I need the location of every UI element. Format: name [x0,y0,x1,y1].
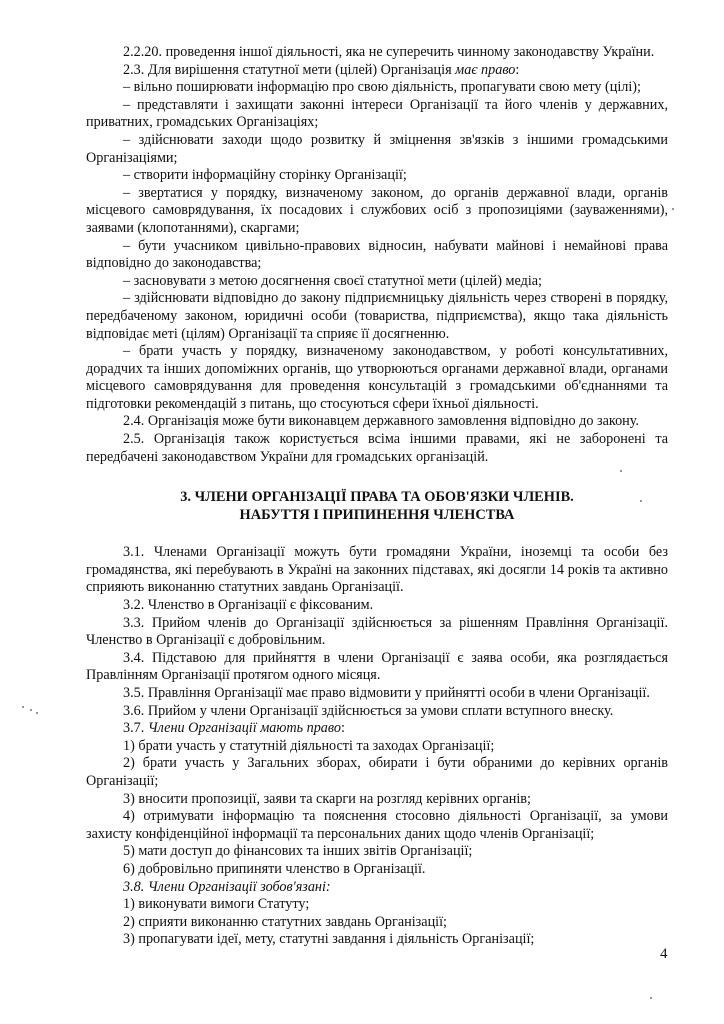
section-2-rights [86,44,668,466]
heading-line-2: НАБУТТЯ І ПРИПИНЕННЯ ЧЛЕНСТВА [239,507,515,524]
paragraph-text: 3.7. [123,720,148,737]
paragraph [86,79,668,97]
scan-speck [620,470,622,472]
paragraph [86,808,668,843]
paragraph-tail-text: : [340,720,345,737]
paragraph-text: 2.5. Організація також користується всіма іншими правами, які не заборонені та передбачені законодавством України для громадських організацій. [86,431,668,465]
page-number: 4 [660,946,668,962]
paragraph-text: 1) брати участь у статутній діяльності та заходах Організації; [123,737,495,754]
paragraph [86,597,668,615]
paragraph [86,343,668,413]
paragraph [86,843,668,861]
paragraph-text: 2) брати участь у Загальних зборах, обирати і бути обраними до керівних органів Організації; [86,755,668,789]
paragraph-text: 4) отримувати інформацію та пояснення стосовно діяльності Організації, за умови захисту конфіденційної інформації та персональних даних щодо членів Організації; [86,808,668,842]
paragraph-italic-text: 3.8. Члени Організації зобов'язані: [123,878,331,895]
paragraph [86,185,668,238]
paragraph-text: – бути учасником цивільно-правових відносин, набувати майнові і немайнові права відповідно до законодавства; [86,237,668,272]
paragraph-text: – здійснювати відповідно до закону підприємницьку діяльність через створені в порядку, передбаченому законом, юридичні особи (товариства, підприємства), якщо така діяльність відповідає меті (цілям) Організації та сприяє її досягненню. [86,290,668,342]
paragraph-text: 6) добровільно припиняти членство в Організації. [123,860,426,877]
paragraph-text: – брати участь у порядку, визначеному законодавством, у роботі консультативних, дорадчих та інших допоміжних органів, що утворюються органами державної влади, органами місцевого самоврядування для проведення консультацій з громадськими об'єднаннями та підготовки рекомендацій з питань, що стосуються сфери їхньої діяльності. [86,343,668,412]
paragraph-text: – вільно поширювати інформацію про свою діяльність, пропагувати свою мету (цілі); [123,79,641,96]
paragraph [86,132,668,167]
section-3-heading [86,488,668,524]
paragraph [86,703,668,721]
paragraph [86,791,668,809]
paragraph-text: – створити інформаційну сторінку Організації; [123,167,407,184]
paragraph-text: – представляти і захищати законні інтереси Організації та його членів у державних, приватних, громадських Організаціях; [86,96,668,131]
paragraph [86,931,668,949]
paragraph-text: 3) вносити пропозиції, заяви та скарги на розгляд керівних органів; [123,790,531,807]
paragraph [86,755,668,790]
paragraph-text: 3.6. Прийом у члени Організації здійснюється за умови сплати вступного внеску. [123,702,614,719]
paragraph [86,544,668,597]
paragraph [86,685,668,703]
paragraph-text: 3.2. Членство в Організації є фіксованим. [123,597,374,614]
paragraph [86,615,668,650]
paragraph [86,650,668,685]
paragraph-italic-text: має право [455,61,516,78]
paragraph [86,167,668,185]
paragraph-text: – звертатися у порядку, визначеному законом, до органів державної влади, органів місцевого самоврядування, їх посадових і службових осіб з пропозиціями (зауваженнями), заявами (клопотаннями), скаргами; [86,184,668,236]
scan-speck [36,712,38,714]
paragraph [86,914,668,932]
paragraph-text: 3) пропагувати ідеї, мету, статутні завдання і діяльність Організації; [123,931,535,948]
paragraph-text: – здійснювати заходи щодо розвитку й зміцнення зв'язків з іншими громадськими Організаціями; [86,131,668,166]
paragraph [86,879,668,897]
paragraph [86,97,668,132]
paragraph [86,738,668,756]
paragraph-text: 3.4. Підставою для прийняття в члени Організації є заява особи, яка розглядається Правлінням Організації протягом одного місяця. [86,649,668,684]
heading-line-1: 3. ЧЛЕНИ ОРГАНІЗАЦІЇ ПРАВА ТА ОБОВ'ЯЗКИ ЧЛЕНІВ. [180,489,574,506]
document-body [86,44,668,949]
paragraph [86,720,668,738]
paragraph [86,44,668,62]
section-3-membership [86,544,668,949]
paragraph [86,413,668,431]
paragraph [86,290,668,343]
paragraph [86,896,668,914]
paragraph-text: 2.3. Для вирішення статутної мети (цілей) Організація [123,61,456,78]
paragraph-italic-text: Члени Організації мають право [147,720,341,737]
scan-speck [22,706,24,708]
scan-speck [650,997,652,999]
scan-speck [672,208,674,210]
paragraph [86,238,668,273]
paragraph-text: 2) сприяти виконанню статутних завдань Організації; [123,913,447,930]
paragraph-text: 2.4. Організація може бути виконавцем державного замовлення відповідно до закону. [123,413,639,430]
paragraph-text: 2.2.20. проведення іншої діяльності, яка не суперечить чинному законодавству України. [123,44,655,60]
paragraph [86,861,668,879]
paragraph-text: 3.1. Членами Організації можуть бути громадяни України, іноземці та особи без громадянства, які перебувають в Україні на законних підставах, які досягли 14 років та активно сприяють виконанню статутних завдань Організації. [86,544,668,596]
paragraph-tail-text: : [515,61,520,78]
paragraph [86,273,668,291]
paragraph [86,431,668,466]
paragraph-text: 5) мати доступ до фінансових та інших звітів Організації; [123,843,473,860]
scan-speck [640,500,642,502]
paragraph-text: – засновувати з метою досягнення своєї статутної мети (цілей) медіа; [123,272,543,289]
paragraph-text: 1) виконувати вимоги Статуту; [123,896,310,913]
paragraph-text: 3.5. Правління Організації має право відмовити у прийнятті особи в члени Організації. [123,685,650,701]
paragraph-text: 3.3. Прийом членів до Організації здійснюється за рішенням Правління Організації. Членство в Організації є добровільним. [86,614,668,649]
paragraph [86,62,668,80]
scan-speck [30,709,32,711]
